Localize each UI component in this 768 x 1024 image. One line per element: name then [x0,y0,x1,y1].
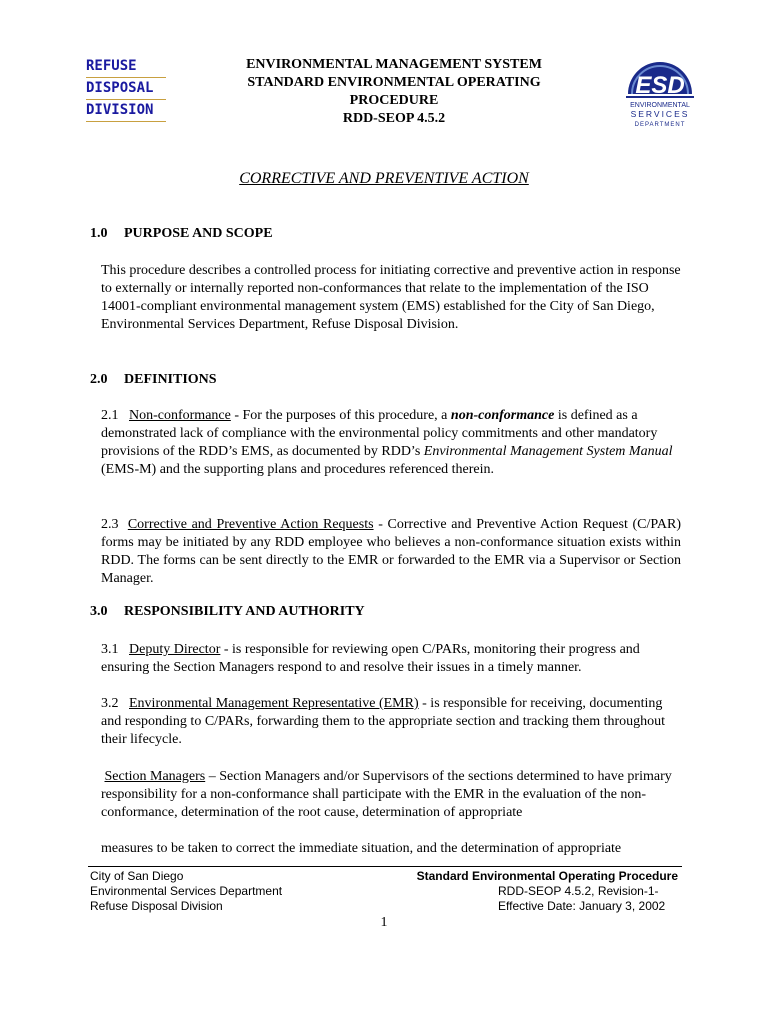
term-emr: Environmental Management Representative (EMR) [129,696,419,711]
logo-letters: ESD [635,72,685,99]
footer-right-1: RDD-SEOP 4.5.2, Revision-1- [498,884,659,898]
section-heading-2: 2.0 DEFINITIONS [90,372,217,387]
footer-left-1: City of San Diego [90,869,184,883]
footer-divider [88,866,682,867]
responsibility-3-2: 3.2 Environmental Management Representative (EMR) - is responsible for receiving, documenting and responding to C/PARs, forwarding them to the appropriate section and tracking them throughout their lifecycle. [101,696,666,747]
term-deputy-director: Deputy Director [129,642,221,657]
logo-line-2: SERVICES [630,109,690,119]
footer-right-2: Effective Date: January 3, 2002 [498,899,666,913]
term-section-managers: Section Managers [104,769,206,784]
document-title: CORRECTIVE AND PREVENTIVE ACTION [239,170,529,187]
responsibility-3-1: 3.1 Deputy Director - is responsible for reviewing open C/PARs, monitoring their progress and ensuring the Section Managers respond to and resolve their issues in a timely manner. [101,642,640,675]
document-header [220,56,568,128]
definition-2-1: 2.1 Non-conformance - For the purposes of this procedure, a non-conformance is defined as a demonstrated lack of compliance with the environmental policy commitments and other mandatory provisions of the RDD’s EMS, as documented by RDD’s Environmental Management System Manual (EMS-M) and the supporting plans and procedures referenced therein. [101,408,673,477]
footer-left-3: Refuse Disposal Division [90,899,223,913]
header-line-3: PROCEDURE [349,93,439,108]
footer-left-2: Environmental Services Department [90,884,283,898]
division-line-3: DIVISION [86,100,166,122]
division-name [86,56,166,122]
header-line-1: ENVIRONMENTAL MANAGEMENT SYSTEM [246,57,542,72]
definition-2-3: 2.3 Corrective and Preventive Action Requests - Corrective and Preventive Action Request (C/PAR) forms may be initiated by any RDD employee who believes a non-conformance situation exists within RDD. The forms can be sent directly to the EMR or forwarded to the EMR via a Supervisor or Section Manager. [101,517,681,586]
responsibility-section-managers: Section Managers – Section Managers and/or Supervisors of the sections determined to have primary responsibility for a non-conformance shall participate with the EMR in the evaluation of the non-conformance, determination of the root cause, determination of appropriate [101,769,672,820]
logo-line-3: DEPARTMENT [634,122,686,128]
header-line-2: STANDARD ENVIRONMENTAL OPERATING [247,75,541,90]
term-non-conformance: Non-conformance [129,408,231,423]
header-line-4: RDD-SEOP 4.5.2 [342,111,446,126]
term-cpar: Corrective and Preventive Action Requests [127,517,374,532]
continued-text: measures to be taken to correct the immediate situation, and the determination of appropriate [101,841,622,856]
section-heading-1: 1.0 PURPOSE AND SCOPE [90,226,273,241]
footer-left [90,869,282,914]
esd-logo [622,50,698,130]
logo-line-1: ENVIRONMENTAL [630,102,690,109]
section-1-text: This procedure describes a controlled process for initiating corrective and preventive action in response to externally or internally reported non-conformances that relate to the implementation of the ISO 14001-compliant environmental management system (EMS) established for the City of San Diego, Environmental Services Department, Refuse Disposal Division. [101,263,681,332]
footer-right-title: Standard Environmental Operating Procedure [416,869,678,883]
division-line-1: REFUSE [86,56,166,78]
division-line-2: DISPOSAL [86,78,166,100]
section-heading-3: 3.0 RESPONSIBILITY AND AUTHORITY [90,604,365,619]
footer-right [380,869,678,914]
page-number: 1 [380,915,388,930]
